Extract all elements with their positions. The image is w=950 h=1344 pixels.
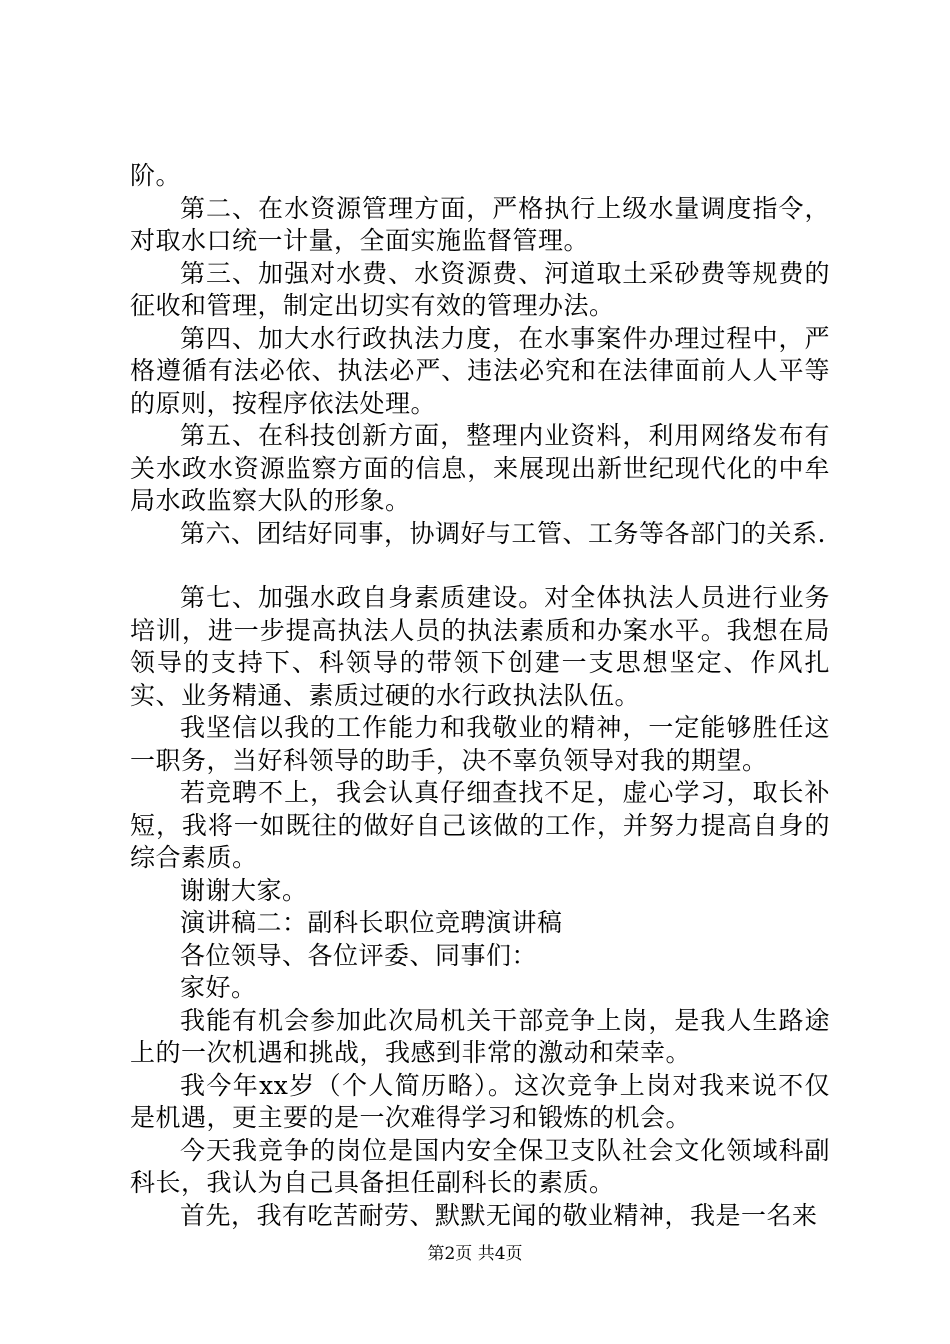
paragraph-self-quality: 第七、加强水政自身素质建设。对全体执法人员进行业务培训，进一步提高执法人员的执法素质和办案水平。我想在局领导的支持下、科领导的带领下创建一支思想坚定、作风扎实、业务精通、素质过硬的水行政执法队伍。 (130, 583, 830, 710)
paragraph-age-resume: 我今年xx岁（个人简历略）。这次竞争上岗对我来说不仅是机遇，更主要的是一次难得学习和锻炼的机会。 (130, 1070, 830, 1132)
paragraph-target-position: 今天我竞争的岗位是国内安全保卫支队社会文化领域科副科长，我认为自己具备担任副科长的素质。 (130, 1135, 830, 1197)
paragraph-first-point: 首先，我有吃苦耐劳、默默无闻的敬业精神，我是一名来 (180, 1200, 818, 1230)
paragraph-law-enforcement: 第四、加大水行政执法力度，在水事案件办理过程中，严格遵循有法必依、执法必严、违法必究和在法律面前人人平等的原则，按程序依法处理。 (130, 323, 830, 418)
page-number-footer: 第2页 共4页 (427, 1244, 523, 1264)
paragraph-continuation: 阶。 (130, 161, 182, 190)
paragraph-greeting: 家好。 (180, 973, 257, 1002)
paragraph-if-not-selected: 若竞聘不上，我会认真仔细查找不足，虚心学习，取长补短，我将一如既往的做好自己该做的工作，并努力提高自身的综合素质。 (130, 778, 830, 872)
paragraph-fee-collection: 第三、加强对水费、水资源费、河道取土采砂费等规费的征收和管理，制定出切实有效的管理办法。 (130, 258, 830, 320)
paragraph-tech-innovation: 第五、在科技创新方面，整理内业资料，利用网络发布有关水政水资源监察方面的信息，来展现出新世纪现代化的中牟局水政监察大队的形象。 (130, 421, 830, 515)
document-body (130, 160, 830, 1232)
paragraph-salutation: 各位领导、各位评委、同事们： (180, 940, 538, 970)
paragraph-thanks: 谢谢大家。 (180, 875, 308, 905)
paragraph-colleague-unity: 第六、团结好同事，协调好与工管、工务等各部门的关系. (180, 518, 826, 548)
paragraph-opportunity: 我能有机会参加此次局机关干部竞争上岗，是我人生路途上的一次机遇和挑战，我感到非常的激动和荣幸。 (130, 1005, 830, 1067)
paragraph-confidence: 我坚信以我的工作能力和我敬业的精神，一定能够胜任这一职务，当好科领导的助手，决不辜负领导对我的期望。 (130, 713, 830, 775)
paragraph-water-resource-management: 第二、在水资源管理方面，严格执行上级水量调度指令，对取水口统一计量，全面实施监督管理。 (130, 193, 830, 255)
speech-two-title: 演讲稿二：副科长职位竞聘演讲稿 (180, 908, 563, 937)
